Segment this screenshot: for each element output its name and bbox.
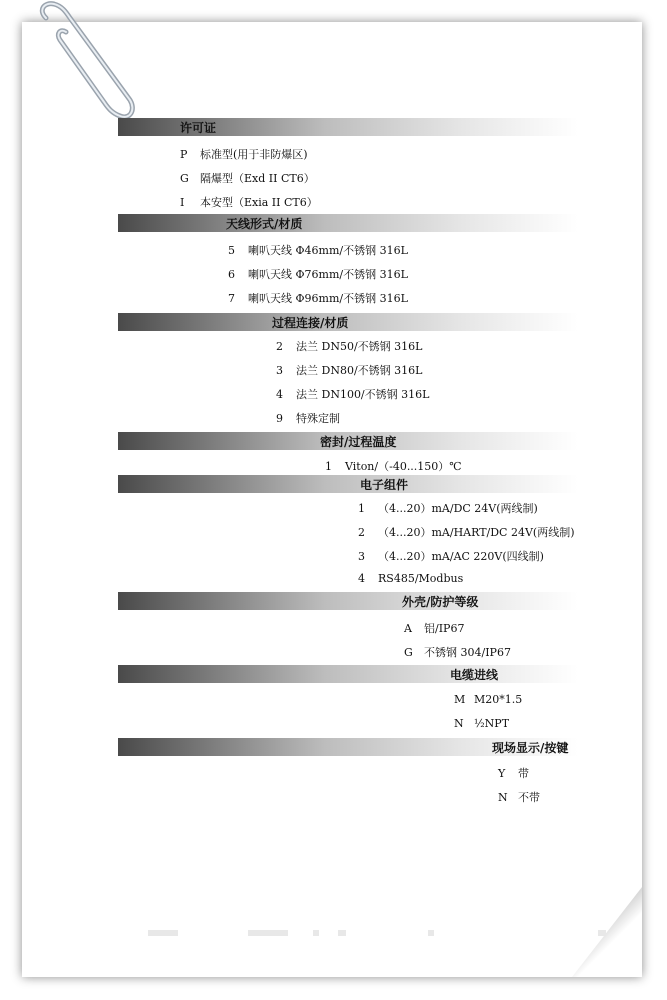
list-item: G 隔爆型（Exd II CT6） — [180, 172, 315, 185]
section-header-display — [118, 738, 578, 756]
list-item: P 标准型(用于非防爆区) — [180, 148, 308, 161]
section-title: 外壳/防护等级 — [402, 595, 479, 609]
section-header-process-connection — [118, 313, 578, 331]
list-item: 4 RS485/Modbus — [358, 572, 464, 585]
list-item: A 铝/IP67 — [404, 622, 465, 635]
list-item: 1 （4...20）mA/DC 24V(两线制) — [358, 502, 538, 515]
section-header-antenna — [118, 214, 578, 232]
list-item: 7 喇叭天线 Φ96mm/不锈钢 316L — [228, 292, 408, 305]
list-item: 6 喇叭天线 Φ76mm/不锈钢 316L — [228, 268, 408, 281]
section-header-housing — [118, 592, 578, 610]
list-item: I 本安型（Exia II CT6） — [180, 196, 318, 209]
list-item: N ½NPT — [454, 717, 510, 730]
section-title: 天线形式/材质 — [226, 217, 303, 231]
list-item: 3 （4...20）mA/AC 220V(四线制) — [358, 550, 544, 563]
section-title: 过程连接/材质 — [272, 316, 349, 330]
paperclip-icon — [30, 0, 140, 125]
section-header-seal-temperature — [118, 432, 578, 450]
section-title: 现场显示/按键 — [492, 741, 569, 755]
section-title: 电缆进线 — [450, 668, 499, 682]
section-header-electronics — [118, 475, 578, 493]
list-item: 2 法兰 DN50/不锈钢 316L — [276, 340, 423, 353]
list-item: M M20*1.5 — [454, 693, 523, 706]
list-item: 4 法兰 DN100/不锈钢 316L — [276, 388, 430, 401]
list-item: G 不锈钢 304/IP67 — [404, 646, 511, 659]
list-item: 5 喇叭天线 Φ46mm/不锈钢 316L — [228, 244, 408, 257]
section-header-cable-entry — [118, 665, 578, 683]
section-title: 电子组件 — [360, 478, 409, 492]
list-item: 1 Viton/（-40...150）℃ — [325, 460, 462, 473]
list-item: 2 （4...20）mA/HART/DC 24V(两线制) — [358, 526, 575, 539]
faded-footer-marks — [148, 928, 618, 938]
section-header-certification — [118, 118, 578, 136]
list-item: Y 带 — [498, 767, 529, 780]
list-item: 3 法兰 DN80/不锈钢 316L — [276, 364, 423, 377]
list-item: 9 特殊定制 — [276, 412, 340, 425]
section-title: 许可证 — [180, 121, 217, 135]
list-item: N 不带 — [498, 791, 540, 804]
section-title: 密封/过程温度 — [320, 435, 397, 449]
document-page — [22, 22, 642, 977]
